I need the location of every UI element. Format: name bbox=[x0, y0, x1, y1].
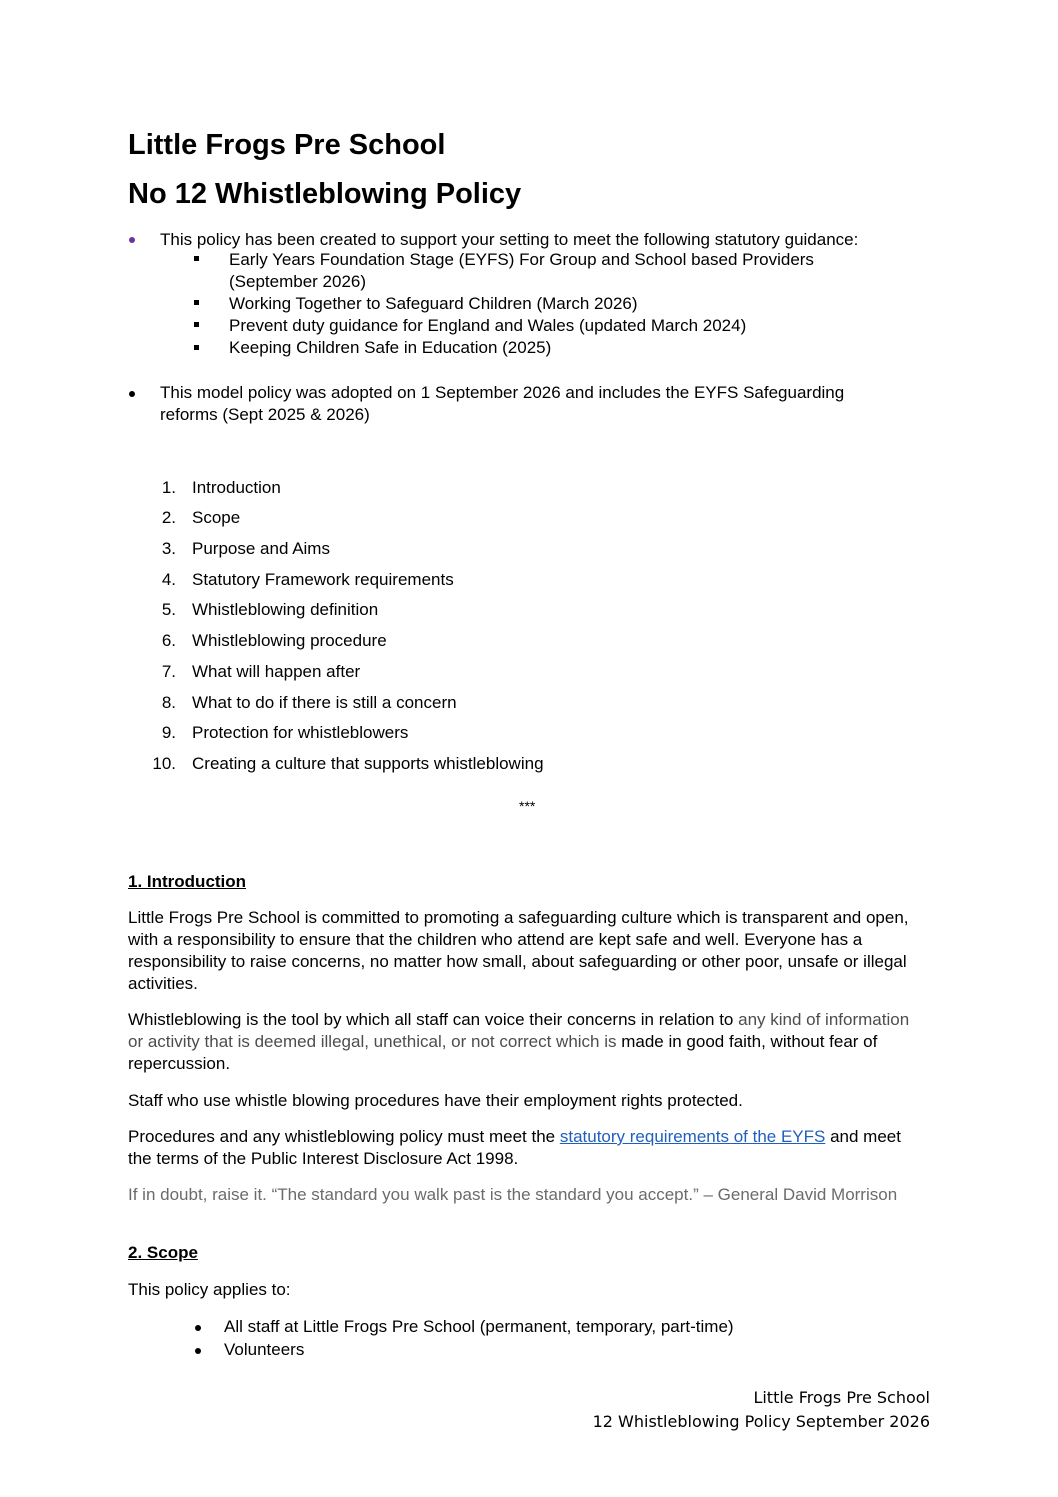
toc-item-purpose: Purpose and Aims bbox=[192, 539, 330, 558]
bullet-icon bbox=[129, 391, 135, 397]
intro-paragraph-4 bbox=[128, 1126, 928, 1170]
scope-intro: This policy applies to: bbox=[128, 1280, 291, 1299]
toc-number: 6. bbox=[161, 631, 176, 650]
guidance-item: Keeping Children Safe in Education (2025) bbox=[229, 338, 552, 357]
adoption-note: This model policy was adopted on 1 September 2026 and includes the EYFS Safeguarding bbox=[160, 383, 845, 402]
document-title: Little Frogs Pre School bbox=[128, 129, 446, 161]
toc-item-statutory: Statutory Framework requirements bbox=[192, 570, 454, 589]
paragraph-text: Whistleblowing is the tool by which all staff can voice their concerns in relation to bbox=[128, 1010, 739, 1029]
toc-number: 3. bbox=[161, 539, 176, 558]
toc-item-scope: Scope bbox=[192, 508, 241, 527]
intro-paragraph-1: Little Frogs Pre School is committed to promoting a safeguarding culture which is transparent and open, with a responsibility to ensure that the children who attend are kept safe and well. Everyone has a responsibility to raise concerns, no matter how small, about safeguarding or other poor, unsafe or illegal activities. bbox=[128, 908, 909, 993]
scope-item: All staff at Little Frogs Pre School (permanent, temporary, part-time) bbox=[224, 1317, 734, 1336]
guidance-item: Early Years Foundation Stage (EYFS) For Group and School based Providers bbox=[229, 250, 814, 269]
adoption-note-cont: reforms (Sept 2025 & 2026) bbox=[160, 405, 370, 424]
paragraph-text: Procedures and any whistleblowing policy must meet the bbox=[128, 1127, 560, 1146]
paragraph-text-grey: any kind of information or activity that is deemed illegal, unethical, or not correct which is bbox=[128, 1010, 910, 1051]
intro-paragraph-3: Staff who use whistle blowing procedures have their employment rights protected. bbox=[128, 1091, 743, 1110]
scope-item: Volunteers bbox=[224, 1340, 305, 1359]
bullet-icon bbox=[195, 1325, 201, 1331]
toc-item-still-concern: What to do if there is still a concern bbox=[192, 693, 457, 712]
square-bullet-icon bbox=[194, 300, 199, 305]
section-heading-introduction: 1. Introduction bbox=[128, 872, 247, 891]
toc-item-introduction: Introduction bbox=[192, 478, 281, 497]
section-separator: *** bbox=[519, 798, 536, 814]
toc-number: 2. bbox=[161, 508, 176, 527]
square-bullet-icon bbox=[194, 345, 199, 350]
guidance-item-cont: (September 2026) bbox=[229, 272, 367, 291]
toc-number: 1. bbox=[161, 478, 176, 497]
guidance-item: Working Together to Safeguard Children (March 2026) bbox=[229, 294, 638, 313]
toc-item-procedure: Whistleblowing procedure bbox=[192, 631, 387, 650]
intro-bullet-1: This policy has been created to support your setting to meet the following statutory guidance: bbox=[160, 230, 859, 249]
section-heading-scope: 2. Scope bbox=[128, 1243, 198, 1262]
quote-paragraph: If in doubt, raise it. “The standard you walk past is the standard you accept.” – General David Morrison bbox=[128, 1185, 898, 1204]
footer-policy-name: 12 Whistleblowing Policy September 2026 bbox=[592, 1412, 930, 1431]
toc-number: 9. bbox=[161, 723, 176, 742]
toc-item-definition: Whistleblowing definition bbox=[192, 600, 379, 619]
footer-school-name: Little Frogs Pre School bbox=[753, 1388, 930, 1407]
toc-item-protection: Protection for whistleblowers bbox=[192, 723, 409, 742]
toc-number: 5. bbox=[161, 600, 176, 619]
toc-number: 8. bbox=[161, 693, 176, 712]
toc-item-what-next: What will happen after bbox=[192, 662, 361, 681]
policy-title: No 12 Whistleblowing Policy bbox=[128, 178, 522, 210]
eyfs-requirements-link[interactable]: statutory requirements of the EYFS bbox=[559, 1127, 826, 1146]
paragraph-text: and meet the terms of the Public Interest Disclosure Act 1998. bbox=[128, 1127, 901, 1168]
paragraph-text: made in good faith, without fear of repercussion. bbox=[128, 1032, 878, 1073]
intro-paragraph-2 bbox=[128, 1009, 928, 1075]
toc-number: 7. bbox=[161, 662, 176, 681]
toc-item-culture: Creating a culture that supports whistleblowing bbox=[192, 754, 544, 773]
purple-bullet-icon bbox=[129, 237, 135, 243]
toc-number: 4. bbox=[161, 570, 176, 589]
toc-number: 10. bbox=[152, 754, 176, 773]
square-bullet-icon bbox=[194, 256, 199, 261]
guidance-item: Prevent duty guidance for England and Wales (updated March 2024) bbox=[229, 316, 747, 335]
square-bullet-icon bbox=[194, 322, 199, 327]
bullet-icon bbox=[195, 1348, 201, 1354]
